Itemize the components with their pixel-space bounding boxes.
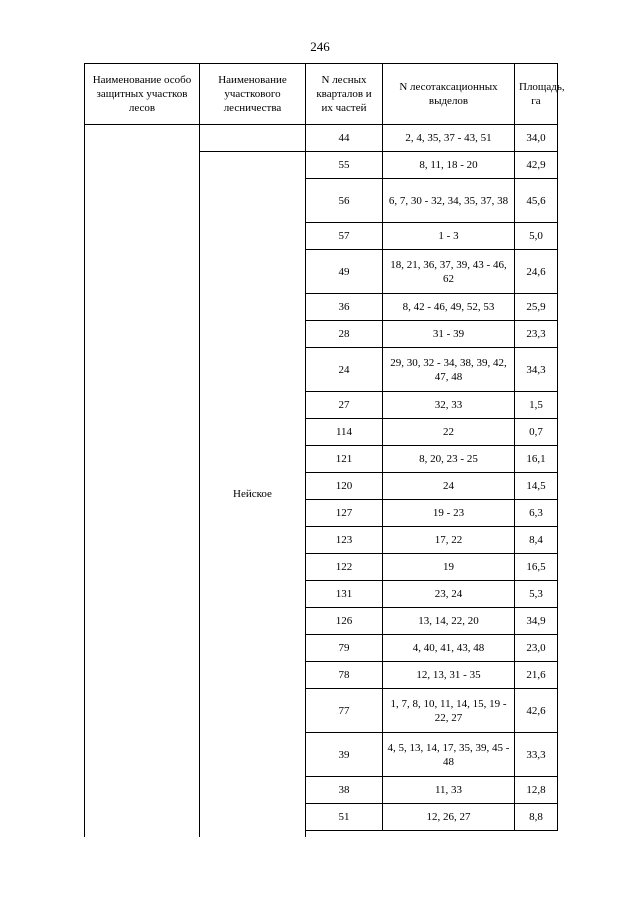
vydely-cell: 8, 11, 18 - 20 [383, 152, 515, 179]
kvartal-cell: 126 [306, 608, 383, 635]
header-protected-areas: Наименование особо защитных участков лесов [85, 64, 200, 125]
lesnichestvo-cell-empty [200, 125, 306, 152]
vydely-cell: 2, 4, 35, 37 - 43, 51 [383, 125, 515, 152]
vydely-cell: 8, 20, 23 - 25 [383, 446, 515, 473]
kvartal-cell: 27 [306, 392, 383, 419]
area-cell: 24,6 [515, 250, 558, 294]
vydely-cell: 19 - 23 [383, 500, 515, 527]
vydely-cell: 8, 42 - 46, 49, 52, 53 [383, 294, 515, 321]
vydely-cell: 23, 24 [383, 581, 515, 608]
area-cell: 34,9 [515, 608, 558, 635]
area-cell: 25,9 [515, 294, 558, 321]
kvartal-cell: 55 [306, 152, 383, 179]
lesnichestvo-cell: Нейское [200, 152, 306, 837]
kvartal-cell: 49 [306, 250, 383, 294]
kvartal-cell: 114 [306, 419, 383, 446]
area-cell: 14,5 [515, 473, 558, 500]
area-cell: 34,0 [515, 125, 558, 152]
kvartal-cell: 131 [306, 581, 383, 608]
kvartal-cell: 121 [306, 446, 383, 473]
kvartal-cell: 120 [306, 473, 383, 500]
page-number: 246 [310, 39, 330, 54]
area-cell: 16,5 [515, 554, 558, 581]
kvartal-cell: 56 [306, 179, 383, 223]
protected-area-cell [85, 125, 200, 837]
continuation-spacer [383, 831, 515, 837]
kvartal-cell: 38 [306, 777, 383, 804]
vydely-cell: 22 [383, 419, 515, 446]
vydely-cell: 13, 14, 22, 20 [383, 608, 515, 635]
kvartal-cell: 57 [306, 223, 383, 250]
area-cell: 33,3 [515, 733, 558, 777]
table-header-row [85, 64, 558, 125]
vydely-cell: 1, 7, 8, 10, 11, 14, 15, 19 - 22, 27 [383, 689, 515, 733]
area-cell: 5,0 [515, 223, 558, 250]
area-cell: 42,9 [515, 152, 558, 179]
vydely-cell: 12, 26, 27 [383, 804, 515, 831]
vydely-cell: 19 [383, 554, 515, 581]
table-row [85, 125, 558, 152]
vydely-cell: 32, 33 [383, 392, 515, 419]
vydely-cell: 17, 22 [383, 527, 515, 554]
kvartal-cell: 36 [306, 294, 383, 321]
kvartal-cell: 127 [306, 500, 383, 527]
area-cell: 0,7 [515, 419, 558, 446]
header-vydely: N лесотаксационных выделов [383, 64, 515, 125]
continuation-spacer [515, 831, 558, 837]
vydely-cell: 24 [383, 473, 515, 500]
vydely-cell: 31 - 39 [383, 321, 515, 348]
area-cell: 42,6 [515, 689, 558, 733]
area-cell: 21,6 [515, 662, 558, 689]
area-cell: 12,8 [515, 777, 558, 804]
vydely-cell: 4, 40, 41, 43, 48 [383, 635, 515, 662]
forest-areas-table [84, 63, 565, 837]
kvartal-cell: 44 [306, 125, 383, 152]
header-lesnichestvo: Наименование участкового лесничества [200, 64, 306, 125]
area-cell: 6,3 [515, 500, 558, 527]
area-cell: 23,0 [515, 635, 558, 662]
area-cell: 16,1 [515, 446, 558, 473]
area-cell: 8,4 [515, 527, 558, 554]
kvartal-cell: 77 [306, 689, 383, 733]
kvartal-cell: 122 [306, 554, 383, 581]
vydely-cell: 18, 21, 36, 37, 39, 43 - 46, 62 [383, 250, 515, 294]
kvartal-cell: 28 [306, 321, 383, 348]
kvartal-cell: 78 [306, 662, 383, 689]
vydely-cell: 1 - 3 [383, 223, 515, 250]
area-cell: 23,3 [515, 321, 558, 348]
vydely-cell: 12, 13, 31 - 35 [383, 662, 515, 689]
vydely-cell: 11, 33 [383, 777, 515, 804]
vydely-cell: 4, 5, 13, 14, 17, 35, 39, 45 - 48 [383, 733, 515, 777]
header-kvartal: N лесных кварталов и их частей [306, 64, 383, 125]
vydely-cell: 6, 7, 30 - 32, 34, 35, 37, 38 [383, 179, 515, 223]
kvartal-cell: 79 [306, 635, 383, 662]
area-cell: 1,5 [515, 392, 558, 419]
kvartal-cell: 24 [306, 348, 383, 392]
header-area: Площадь, га [515, 64, 558, 125]
kvartal-cell: 123 [306, 527, 383, 554]
kvartal-cell: 39 [306, 733, 383, 777]
area-cell: 34,3 [515, 348, 558, 392]
area-cell: 45,6 [515, 179, 558, 223]
continuation-spacer [306, 831, 383, 837]
area-cell: 8,8 [515, 804, 558, 831]
area-cell: 5,3 [515, 581, 558, 608]
kvartal-cell: 51 [306, 804, 383, 831]
vydely-cell: 29, 30, 32 - 34, 38, 39, 42, 47, 48 [383, 348, 515, 392]
